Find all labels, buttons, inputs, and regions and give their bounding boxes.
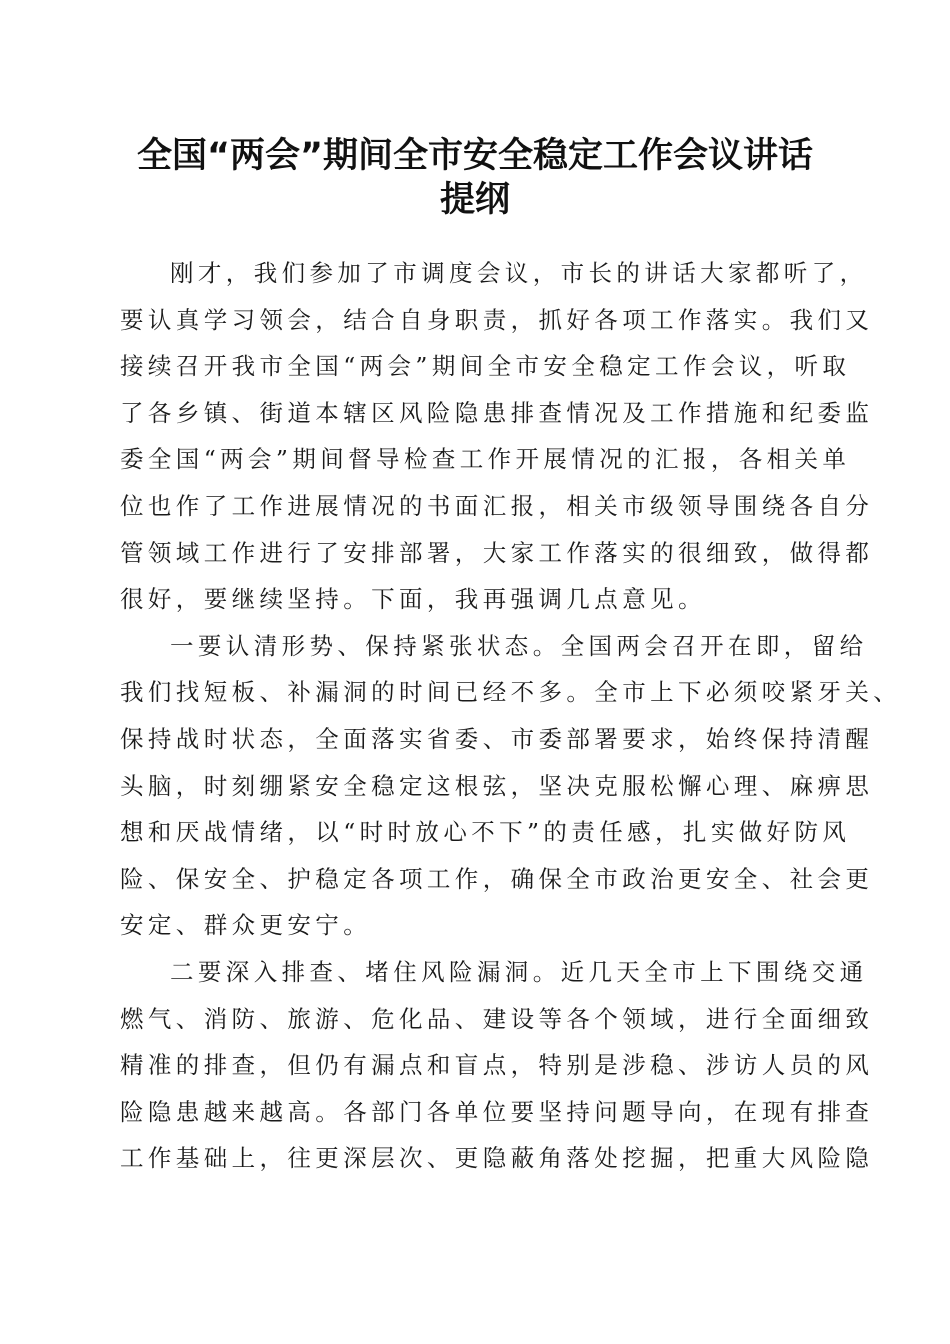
text-line: 险、保安全、护稳定各项工作，确保全市政治更安全、社会更 bbox=[120, 864, 874, 893]
text-line: 要认真学习领会，结合自身职责，抓好各项工作落实。我们又 bbox=[120, 305, 874, 334]
text-line: 工作基础上，往更深层次、更隐蔽角落处挖掘，把重大风险隐 bbox=[120, 1144, 874, 1173]
document-title bbox=[100, 134, 850, 222]
text-line: 接续召开我市全国“两会”期间全市安全稳定工作会议，听取 bbox=[120, 352, 851, 381]
text-line: 头脑，时刻绷紧安全稳定这根弦，坚决克服松懈心理、麻痹思 bbox=[120, 771, 874, 800]
text-line: 精准的排查，但仍有漏点和盲点，特别是涉稳、涉访人员的风 bbox=[120, 1051, 874, 1080]
text-line: 了各乡镇、街道本辖区风险隐患排查情况及工作措施和纪委监 bbox=[120, 398, 874, 427]
text-line: 一要认清形势、保持紧张状态。全国两会召开在即，留给 bbox=[170, 631, 868, 660]
text-line: 想和厌战情绪，以“时时放心不下”的责任感，扎实做好防风 bbox=[120, 818, 851, 847]
text-line: 刚才，我们参加了市调度会议，市长的讲话大家都听了， bbox=[170, 259, 868, 287]
title-line-2: 提纲 bbox=[439, 180, 510, 220]
text-line: 二要深入排查、堵住风险漏洞。近几天全市上下围绕交通 bbox=[170, 957, 868, 986]
text-line: 很好，要继续坚持。下面，我再强调几点意见。 bbox=[120, 585, 706, 614]
text-line: 我们找短板、补漏洞的时间已经不多。全市上下必须咬紧牙关、 bbox=[120, 678, 902, 707]
text-line: 位也作了工作进展情况的书面汇报，相关市级领导围绕各自分 bbox=[120, 491, 874, 520]
text-line: 保持战时状态，全面落实省委、市委部署要求，始终保持清醒 bbox=[120, 724, 874, 753]
text-line: 管领域工作进行了安排部署，大家工作落实的很细致，做得都 bbox=[120, 538, 874, 567]
document-body bbox=[120, 250, 902, 1182]
text-line: 安定、群众更安宁。 bbox=[120, 911, 372, 940]
text-line: 险隐患越来越高。各部门各单位要坚持问题导向，在现有排查 bbox=[120, 1097, 874, 1126]
paragraph-1 bbox=[120, 250, 874, 623]
paragraph-2 bbox=[120, 623, 902, 949]
text-line: 委全国“两会”期间督导检查工作开展情况的汇报，各相关单 bbox=[120, 445, 851, 474]
title-line-1: 全国“两会”期间全市安全稳定工作会议讲话 bbox=[136, 136, 813, 176]
paragraph-3 bbox=[120, 949, 874, 1182]
text-line: 燃气、消防、旅游、危化品、建设等各个领域，进行全面细致 bbox=[120, 1004, 874, 1033]
